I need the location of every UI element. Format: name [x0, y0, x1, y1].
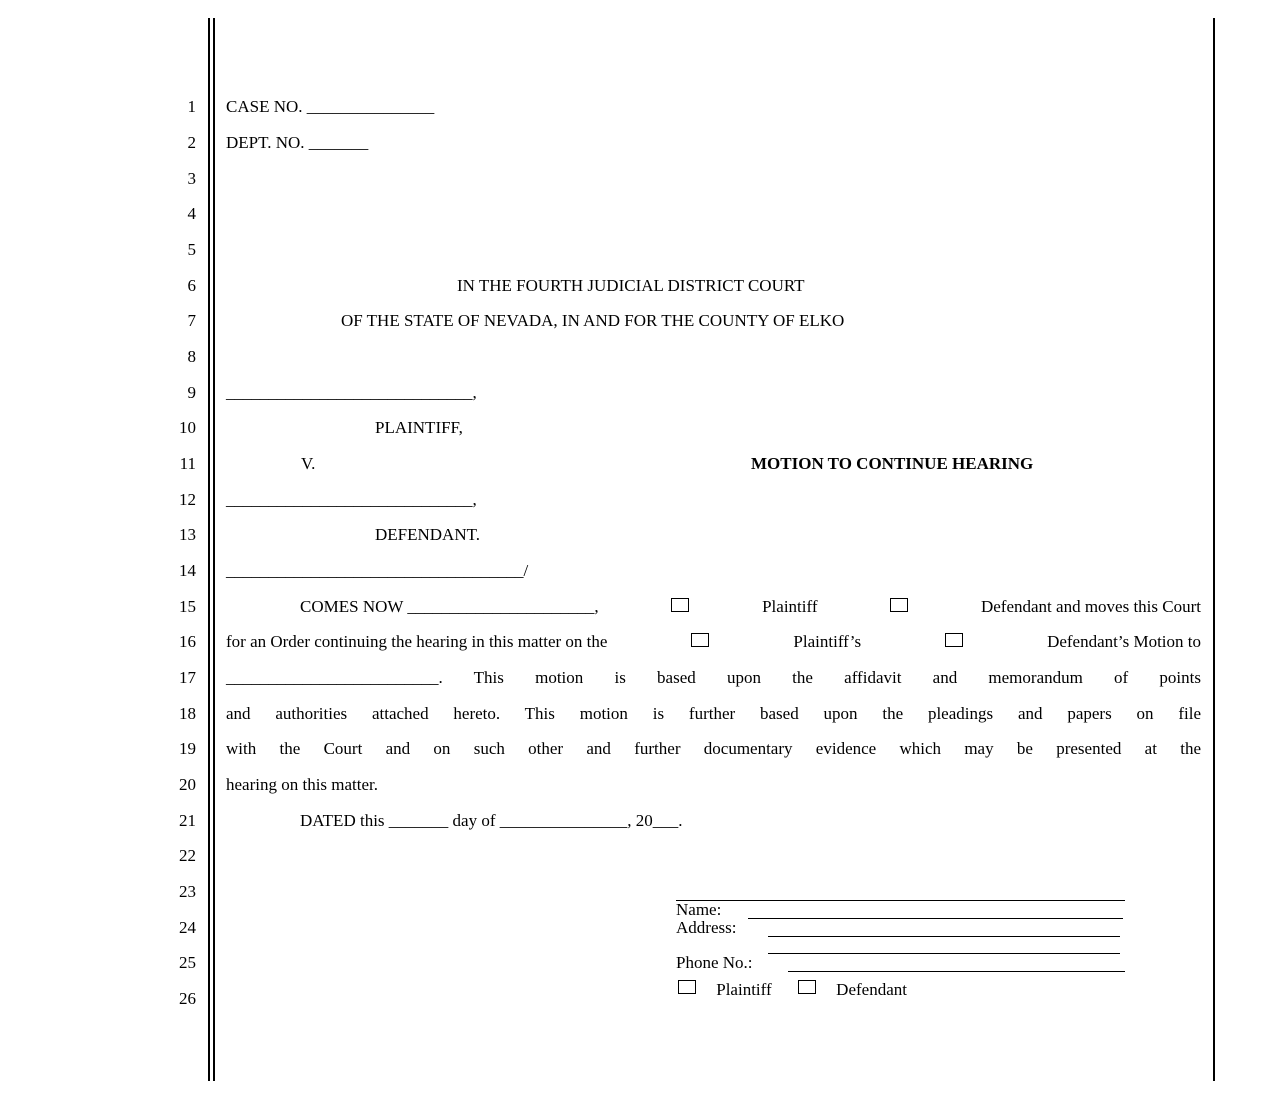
line-number: 22	[179, 846, 196, 865]
line-number: 7	[187, 311, 196, 330]
signature-party-row	[678, 980, 907, 1000]
case-number: CASE NO. _______________	[226, 97, 435, 116]
moves-court-text: Defendant and moves this Court	[980, 597, 1201, 616]
body-line-19: with the Court and on such other and further documentary evidence which may be presented at the	[226, 739, 1201, 758]
dept-number: DEPT. NO. _______	[226, 133, 369, 152]
name-label: Name:	[676, 900, 722, 919]
line-number: 25	[179, 953, 196, 972]
plaintiff-name-blank: _____________________________,	[226, 383, 477, 402]
defendant-checkbox[interactable]	[890, 598, 908, 612]
body-line-17: _________________________. This motion is based upon the affidavit and memorandum of points	[226, 668, 1201, 687]
line-number: 6	[187, 276, 196, 295]
line-number: 13	[179, 525, 196, 544]
address-label: Address:	[676, 918, 737, 937]
line-number: 9	[187, 383, 196, 402]
line-number: 15	[179, 597, 196, 616]
dated-line: DATED this _______ day of _______________, 20___.	[300, 811, 683, 830]
court-heading-line1: IN THE FOURTH JUDICIAL DISTRICT COURT	[457, 276, 805, 295]
line-number: 5	[187, 240, 196, 259]
signature-defendant-checkbox[interactable]	[798, 980, 816, 994]
line-number: 10	[179, 418, 196, 437]
line-number: 26	[179, 989, 196, 1008]
left-margin-rule-inner	[213, 18, 215, 1081]
body-line-18: and authorities attached hereto. This motion is further based upon the pleadings and papers on file	[226, 704, 1201, 723]
name-field-line[interactable]	[748, 918, 1123, 919]
court-heading-line2: OF THE STATE OF NEVADA, IN AND FOR THE COUNTY OF ELKO	[341, 311, 845, 330]
defendant-name-blank: _____________________________,	[226, 490, 477, 509]
line-number: 24	[179, 918, 196, 937]
phone-field-line[interactable]	[788, 971, 1125, 972]
line-number: 12	[179, 490, 196, 509]
signature-plaintiff-label: Plaintiff	[716, 980, 772, 999]
phone-label: Phone No.:	[676, 953, 753, 972]
right-margin-rule	[1213, 18, 1215, 1081]
versus-label: V.	[301, 454, 316, 473]
body-line-15	[300, 597, 1201, 617]
line-number: 3	[187, 169, 196, 188]
line-number: 21	[179, 811, 196, 830]
document-title: MOTION TO CONTINUE HEARING	[751, 454, 1034, 473]
line-number: 16	[179, 632, 196, 651]
plaintiffs-motion-label: Plaintiff’s	[793, 632, 862, 651]
line-number: 1	[187, 97, 196, 116]
defendants-motion-checkbox[interactable]	[945, 633, 963, 647]
caption-end-line: ___________________________________/	[226, 561, 529, 580]
line-number: 20	[179, 775, 196, 794]
line-number: 17	[179, 668, 196, 687]
body-line-20: hearing on this matter.	[226, 775, 379, 794]
address-field-line-2[interactable]	[768, 953, 1120, 954]
order-text: for an Order continuing the hearing in this matter on the	[226, 632, 608, 651]
line-number: 14	[179, 561, 196, 580]
address-field-line[interactable]	[768, 936, 1120, 937]
plaintiff-checkbox[interactable]	[671, 598, 689, 612]
signature-line[interactable]	[676, 900, 1125, 901]
line-number: 8	[187, 347, 196, 366]
line-number: 11	[179, 454, 196, 473]
left-margin-rule-outer	[208, 18, 210, 1081]
plaintiff-option-label: Plaintiff	[762, 597, 818, 616]
defendant-label: DEFENDANT.	[375, 525, 480, 544]
plaintiff-label: PLAINTIFF,	[375, 418, 463, 437]
defendants-motion-label: Defendant’s Motion to	[1047, 632, 1201, 651]
plaintiffs-motion-checkbox[interactable]	[691, 633, 709, 647]
line-number: 23	[179, 882, 196, 901]
comes-now-text: COMES NOW ______________________,	[300, 597, 599, 616]
line-number: 4	[187, 204, 196, 223]
line-number: 19	[179, 739, 196, 758]
body-line-16	[226, 632, 1201, 652]
signature-plaintiff-checkbox[interactable]	[678, 980, 696, 994]
line-number: 2	[187, 133, 196, 152]
signature-defendant-label: Defendant	[836, 980, 907, 999]
line-number: 18	[179, 704, 196, 723]
